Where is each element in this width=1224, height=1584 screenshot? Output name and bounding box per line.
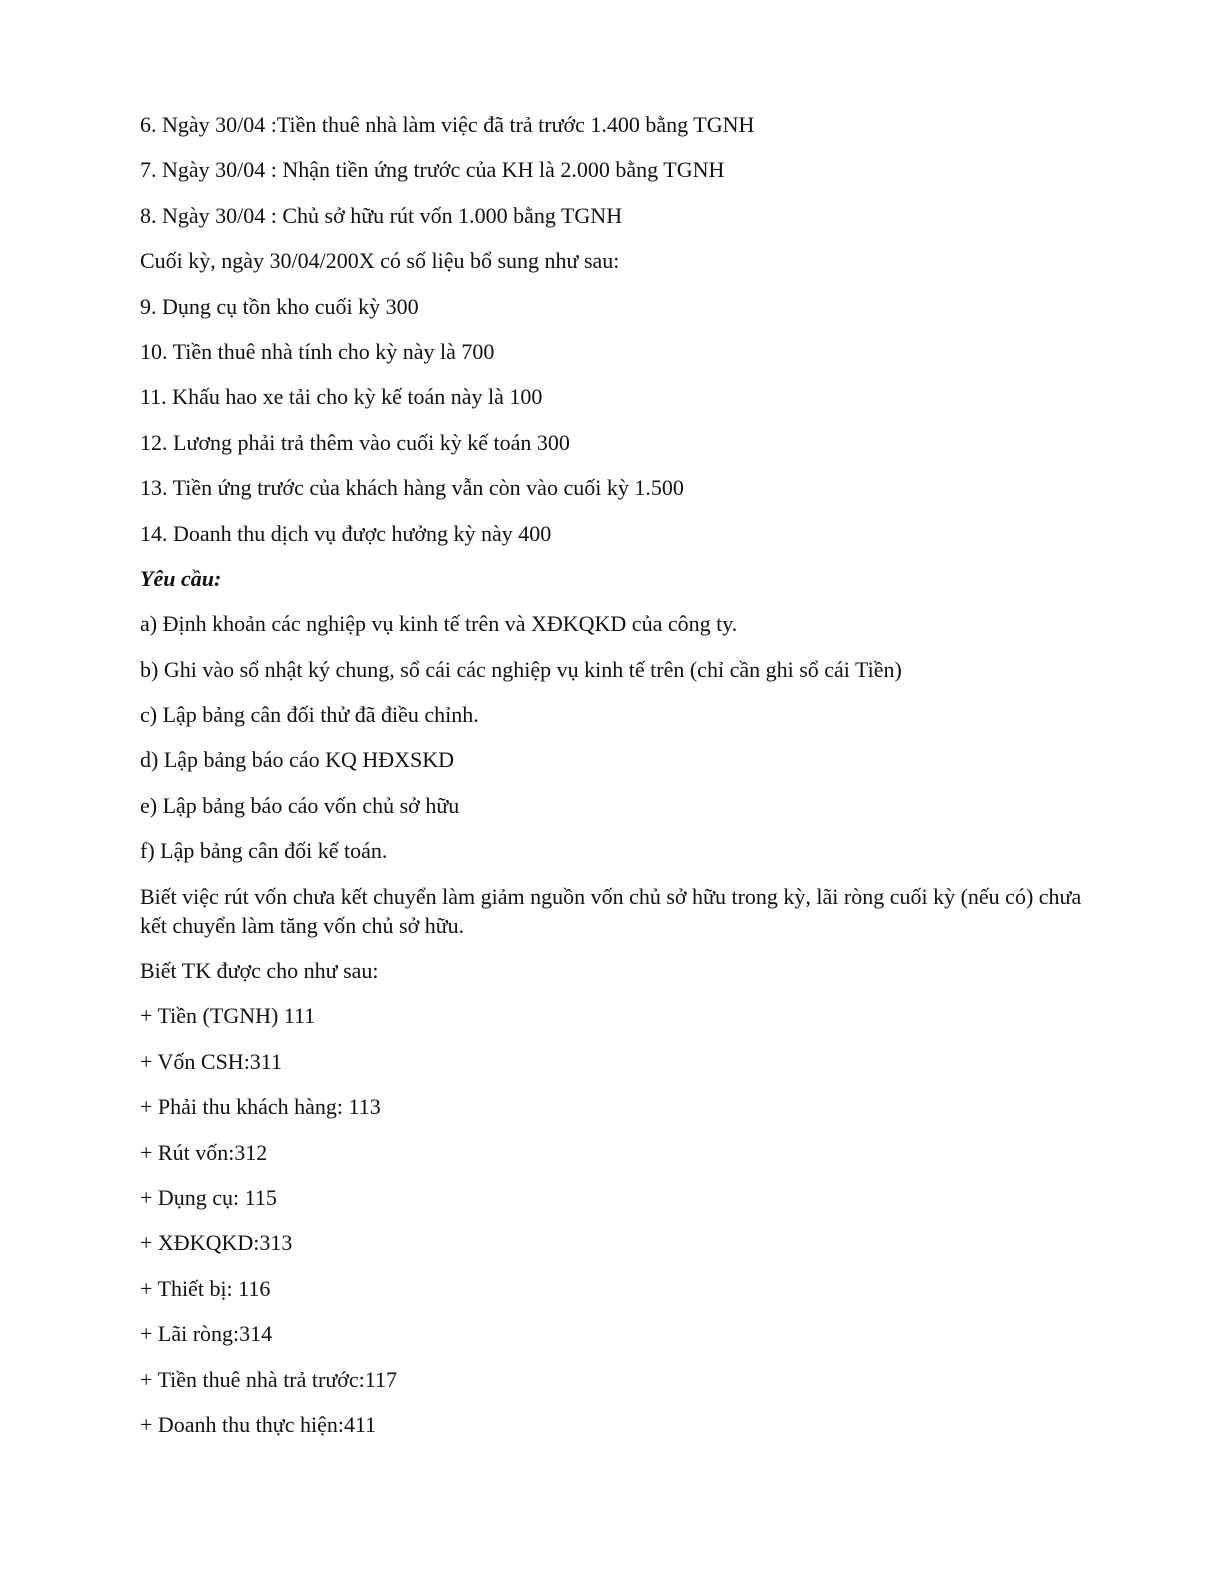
requirement-line: b) Ghi vào sổ nhật ký chung, sổ cái các nghiệp vụ kinh tế trên (chỉ cần ghi sổ cái Tiền) xyxy=(140,656,902,682)
supplement-line: 11. Khấu hao xe tải cho kỳ kế toán này là 100 xyxy=(140,384,543,410)
account-item: + Lãi ròng:314 xyxy=(140,1321,273,1347)
requirement-line: a) Định khoản các nghiệp vụ kinh tế trên và XĐKQKD của công ty. xyxy=(140,611,738,637)
account-item: + Vốn CSH:311 xyxy=(140,1048,282,1074)
transaction-line: 8. Ngày 30/04 : Chủ sở hữu rút vốn 1.000 bằng TGNH xyxy=(140,202,623,228)
requirement-line: d) Lập bảng báo cáo KQ HĐXSKD xyxy=(140,747,455,773)
supplement-line: 13. Tiền ứng trước của khách hàng vẫn còn vào cuối kỳ 1.500 xyxy=(140,475,684,501)
account-item: + Doanh thu thực hiện:411 xyxy=(140,1411,377,1437)
supplement-line: 9. Dụng cụ tồn kho cuối kỳ 300 xyxy=(140,293,419,319)
supplement-intro: Cuối kỳ, ngày 30/04/200X có số liệu bổ sung như sau: xyxy=(140,248,620,274)
transaction-line: 7. Ngày 30/04 : Nhận tiền ứng trước của KH là 2.000 bằng TGNH xyxy=(140,157,725,183)
supplement-line: 12. Lương phải trả thêm vào cuối kỳ kế toán 300 xyxy=(140,429,570,455)
account-item: + XĐKQKD:313 xyxy=(140,1230,293,1256)
account-item: + Tiền (TGNH) 111 xyxy=(140,1003,316,1029)
supplement-line: 14. Doanh thu dịch vụ được hưởng kỳ này 400 xyxy=(140,520,552,546)
transaction-line: 6. Ngày 30/04 :Tiền thuê nhà làm việc đã trả trước 1.400 bằng TGNH xyxy=(140,112,755,137)
requirement-line: e) Lập bảng báo cáo vốn chủ sở hữu xyxy=(140,792,460,818)
accounts-intro: Biết TK được cho như sau: xyxy=(140,958,379,984)
account-item: + Thiết bị: 116 xyxy=(140,1275,271,1301)
requirement-line: f) Lập bảng cân đối kế toán. xyxy=(140,838,388,864)
account-item: + Phải thu khách hàng: 113 xyxy=(140,1094,381,1120)
note-paragraph: Biết việc rút vốn chưa kết chuyển làm giảm nguồn vốn chủ sở hữu trong kỳ, lãi ròng cuối kỳ (nếu có) chưa kết chuyển làm tăng vốn chủ sở hữu. xyxy=(140,883,1082,938)
document-page xyxy=(140,110,1090,1455)
requirement-line: c) Lập bảng cân đối thử đã điều chỉnh. xyxy=(140,702,479,728)
requirements-heading: Yêu cầu: xyxy=(140,565,222,591)
account-item: + Tiền thuê nhà trả trước:117 xyxy=(140,1366,397,1392)
account-item: + Dụng cụ: 115 xyxy=(140,1184,277,1210)
account-item: + Rút vốn:312 xyxy=(140,1139,268,1165)
supplement-line: 10. Tiền thuê nhà tính cho kỳ này là 700 xyxy=(140,338,495,364)
